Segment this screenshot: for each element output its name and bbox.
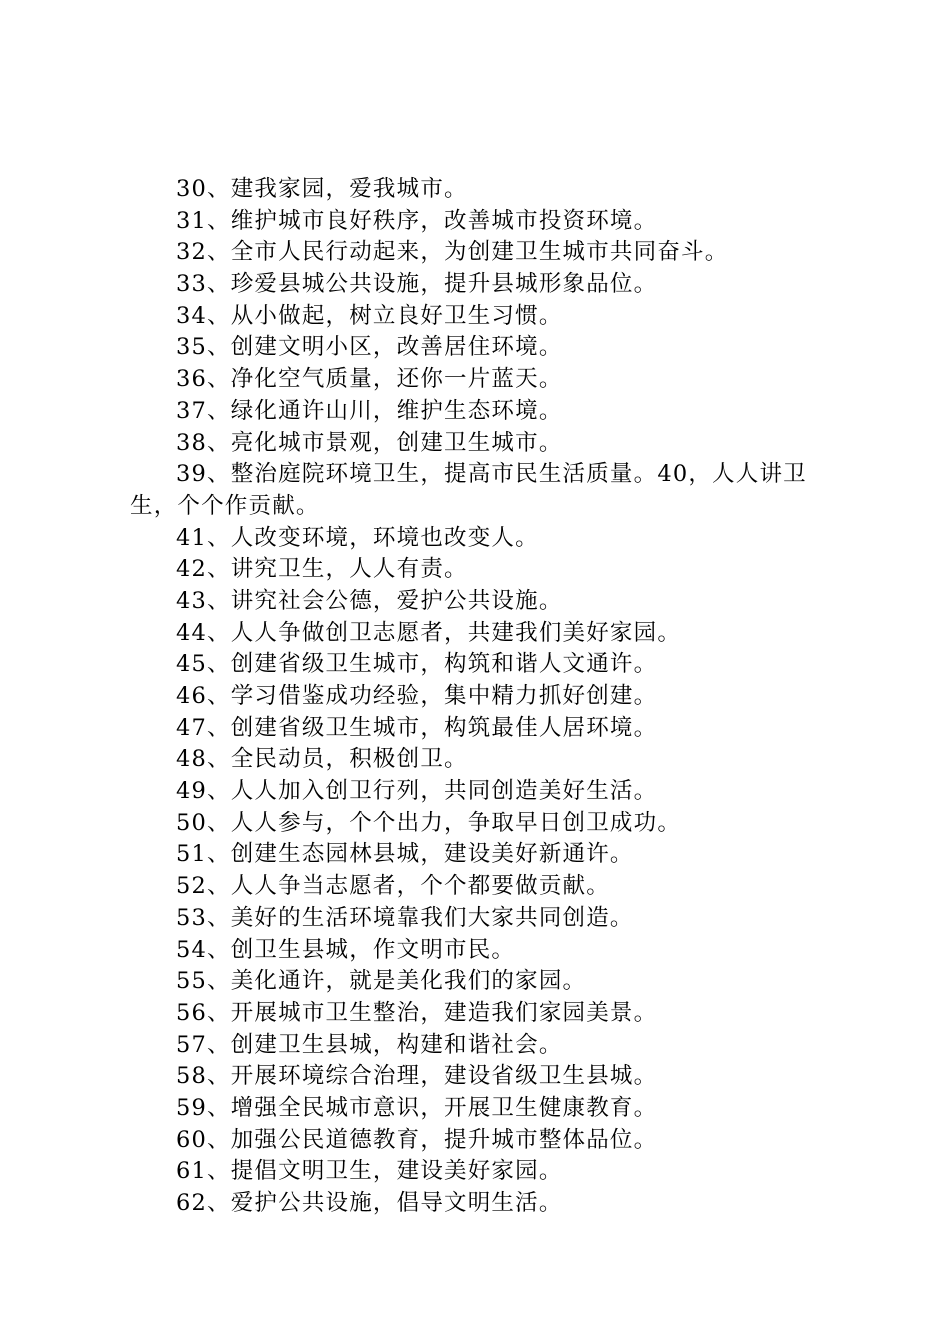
slogan-line-58: 58、开展环境综合治理，建设省级卫生县城。 bbox=[176, 1063, 658, 1090]
slogan-line-34: 34、从小做起，树立良好卫生习惯。 bbox=[176, 302, 563, 329]
slogan-line-44: 44、人人争做创卫志愿者，共建我们美好家园。 bbox=[176, 619, 682, 646]
slogan-line-61: 61、提倡文明卫生，建设美好家园。 bbox=[176, 1158, 563, 1185]
slogan-line-35: 35、创建文明小区，改善居住环境。 bbox=[176, 334, 563, 361]
slogan-line-32: 32、全市人民行动起来，为创建卫生城市共同奋斗。 bbox=[176, 239, 729, 266]
slogan-line-45: 45、创建省级卫生城市，构筑和谐人文通许。 bbox=[176, 651, 658, 678]
slogan-list bbox=[130, 174, 840, 1220]
slogan-line-49: 49、人人加入创卫行列，共同创造美好生活。 bbox=[176, 778, 658, 805]
slogan-line-37: 37、绿化通许山川，维护生态环境。 bbox=[176, 397, 563, 424]
slogan-line-57: 57、创建卫生县城，构建和谐社会。 bbox=[176, 1031, 563, 1058]
slogan-line-31: 31、维护城市良好秩序，改善城市投资环境。 bbox=[176, 207, 658, 234]
slogan-line-48: 48、全民动员，积极创卫。 bbox=[176, 746, 468, 773]
slogan-line-59: 59、增强全民城市意识，开展卫生健康教育。 bbox=[176, 1094, 658, 1121]
slogan-line-42: 42、讲究卫生，人人有责。 bbox=[176, 556, 468, 583]
slogan-line-46: 46、学习借鉴成功经验，集中精力抓好创建。 bbox=[176, 683, 658, 710]
slogan-line-41: 41、人改变环境，环境也改变人。 bbox=[176, 524, 539, 551]
slogan-line-36: 36、净化空气质量，还你一片蓝天。 bbox=[176, 366, 563, 393]
slogan-line-55: 55、美化通许，就是美化我们的家园。 bbox=[176, 968, 587, 995]
slogan-line-62: 62、爱护公共设施，倡导文明生活。 bbox=[176, 1190, 563, 1217]
slogan-line-56: 56、开展城市卫生整治，建造我们家园美景。 bbox=[176, 999, 658, 1026]
slogan-line-30: 30、建我家园，爱我城市。 bbox=[176, 176, 468, 202]
slogan-line-54: 54、创卫生县城，作文明市民。 bbox=[176, 936, 516, 963]
slogan-line-47: 47、创建省级卫生城市，构筑最佳人居环境。 bbox=[176, 714, 658, 741]
slogan-line-52: 52、人人争当志愿者，个个都要做贡献。 bbox=[176, 873, 610, 900]
slogan-line-53: 53、美好的生活环境靠我们大家共同创造。 bbox=[176, 904, 634, 931]
slogan-line-39-40: 39、整治庭院环境卫生，提高市民生活质量。40，人人讲卫生，个个作贡献。 bbox=[130, 461, 807, 519]
slogan-line-50: 50、人人参与，个个出力，争取早日创卫成功。 bbox=[176, 809, 682, 836]
slogan-line-51: 51、创建生态园林县城，建设美好新通许。 bbox=[176, 841, 634, 868]
slogan-line-38: 38、亮化城市景观，创建卫生城市。 bbox=[176, 429, 563, 456]
slogan-line-43: 43、讲究社会公德，爱护公共设施。 bbox=[176, 587, 563, 614]
slogan-line-33: 33、珍爱县城公共设施，提升县城形象品位。 bbox=[176, 271, 658, 298]
slogan-line-60: 60、加强公民道德教育，提升城市整体品位。 bbox=[176, 1126, 658, 1153]
